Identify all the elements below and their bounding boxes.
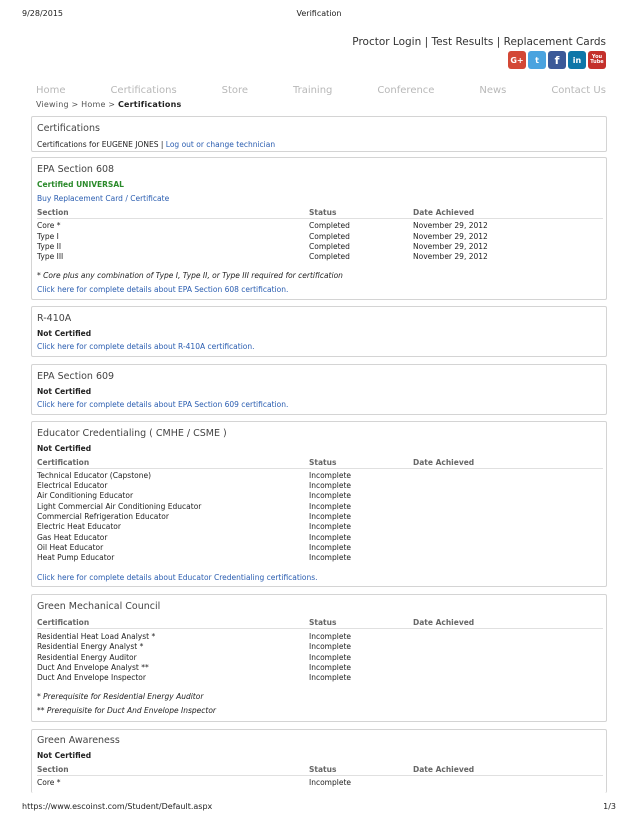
linkedin-icon[interactable]: in: [568, 51, 586, 69]
table-row: [37, 533, 603, 543]
panel-title: Educator Credentialing ( CMHE / CSME ): [37, 428, 227, 439]
table-row: [37, 673, 603, 683]
nav-conference[interactable]: Conference: [377, 85, 435, 96]
epa-609-panel: [31, 364, 607, 415]
nav-training[interactable]: Training: [292, 85, 333, 96]
test-results-link[interactable]: Test Results: [431, 36, 494, 48]
youtube-icon[interactable]: You Tube: [588, 51, 606, 69]
cell: Incomplete: [309, 663, 351, 672]
print-date: 9/28/2015: [22, 9, 64, 18]
cell: Gas Heat Educator: [37, 533, 108, 542]
gmc-panel: [31, 594, 607, 722]
cell: Commercial Refrigeration Educator: [37, 512, 169, 521]
cell: Incomplete: [309, 642, 351, 651]
cell: Air Conditioning Educator: [37, 491, 134, 500]
footnote: * Core plus any combination of Type I, Type II, or Type III required for certification: [37, 271, 343, 280]
cell: Incomplete: [309, 512, 351, 521]
educator-panel: [31, 421, 607, 587]
cell: Electric Heat Educator: [37, 522, 121, 531]
table-header: [37, 618, 603, 629]
certification-status: Not Certified: [37, 387, 92, 396]
logout-link[interactable]: Log out or change technician: [165, 140, 276, 149]
cell: Incomplete: [309, 673, 351, 682]
cell: Technical Educator (Capstone): [37, 471, 152, 480]
breadcrumb: [36, 100, 181, 109]
certifications-panel: [31, 116, 607, 152]
separator: |: [493, 36, 504, 48]
nav-home[interactable]: Home: [36, 85, 66, 96]
cell: Residential Energy Auditor: [37, 653, 137, 662]
panel-title: R-410A: [37, 313, 72, 324]
footnote: * Prerequisite for Residential Energy Auditor: [37, 692, 204, 701]
separator: |: [421, 36, 432, 48]
panel-title: EPA Section 609: [37, 371, 115, 382]
cell: November 29, 2012: [413, 232, 488, 241]
table-header: [37, 765, 603, 776]
cell: Completed: [309, 221, 350, 230]
cell: November 29, 2012: [413, 221, 488, 230]
cell: Type I: [37, 232, 59, 241]
cell: Core *: [37, 778, 61, 787]
cell: Incomplete: [309, 522, 351, 531]
table-row: [37, 642, 603, 652]
technician-text: Certifications for EUGENE JONES |: [37, 140, 166, 149]
cell: Incomplete: [309, 533, 351, 542]
table-row: [37, 522, 603, 532]
green-awareness-panel: [31, 729, 607, 793]
panel-title: EPA Section 608: [37, 164, 115, 175]
google-plus-icon[interactable]: G+: [508, 51, 526, 69]
main-nav: [36, 85, 606, 99]
nav-news[interactable]: News: [479, 85, 507, 96]
cell: Type III: [37, 252, 64, 261]
table-row: [37, 778, 603, 788]
nav-store[interactable]: Store: [221, 85, 249, 96]
cell: Incomplete: [309, 778, 351, 787]
cell: Core *: [37, 221, 61, 230]
header-status: Status: [309, 765, 337, 774]
buy-replacement-link[interactable]: Buy Replacement Card / Certificate: [37, 194, 170, 203]
print-page: 1/3: [603, 802, 616, 811]
cell: Completed: [309, 242, 350, 251]
header-certification: Certification: [37, 458, 90, 467]
cell: Incomplete: [309, 653, 351, 662]
table-row: [37, 502, 603, 512]
cell: Incomplete: [309, 543, 351, 552]
cell: Incomplete: [309, 632, 351, 641]
header-date: Date Achieved: [413, 765, 475, 774]
certification-status: Not Certified: [37, 329, 92, 338]
cell: Residential Energy Analyst *: [37, 642, 144, 651]
cell: Completed: [309, 252, 350, 261]
r410a-details-link[interactable]: Click here for complete details about R-410A certification.: [37, 342, 255, 351]
certification-status: Not Certified: [37, 751, 92, 760]
epa-609-details-link[interactable]: Click here for complete details about EPA Section 609 certification.: [37, 400, 289, 409]
cell: Completed: [309, 232, 350, 241]
technician-line: [37, 140, 275, 149]
educator-details-link[interactable]: Click here for complete details about Educator Credentialing certifications.: [37, 573, 318, 582]
epa-608-panel: [31, 157, 607, 300]
certification-status: Certified UNIVERSAL: [37, 180, 124, 189]
cell: Type II: [37, 242, 62, 251]
header-section: Section: [37, 208, 69, 217]
cell: Incomplete: [309, 471, 351, 480]
table-row: [37, 481, 603, 491]
table-row: [37, 242, 603, 252]
facebook-icon[interactable]: f: [548, 51, 566, 69]
panel-title: Green Awareness: [37, 735, 120, 746]
table-row: [37, 632, 603, 642]
nav-certifications[interactable]: Certifications: [110, 85, 177, 96]
cell: Heat Pump Educator: [37, 553, 115, 562]
print-title: Verification: [296, 9, 342, 18]
cell: Incomplete: [309, 553, 351, 562]
breadcrumb-prefix[interactable]: Viewing > Home >: [36, 100, 118, 109]
social-icons: [508, 51, 606, 69]
table-row: [37, 471, 603, 481]
cell: November 29, 2012: [413, 252, 488, 261]
table-row: [37, 491, 603, 501]
table-row: [37, 663, 603, 673]
header-date: Date Achieved: [413, 618, 475, 627]
header-date: Date Achieved: [413, 208, 475, 217]
cell: November 29, 2012: [413, 242, 488, 251]
table-row: [37, 653, 603, 663]
header-date: Date Achieved: [413, 458, 475, 467]
cell: Duct And Envelope Inspector: [37, 673, 146, 682]
panel-title: Green Mechanical Council: [37, 601, 161, 612]
cell: Light Commercial Air Conditioning Educator: [37, 502, 202, 511]
replacement-cards-link[interactable]: Replacement Cards: [503, 36, 606, 48]
header-status: Status: [309, 208, 337, 217]
proctor-login-link[interactable]: Proctor Login: [352, 36, 422, 48]
cell: Residential Heat Load Analyst *: [37, 632, 156, 641]
table-row: [37, 512, 603, 522]
header-status: Status: [309, 618, 337, 627]
footnote: ** Prerequisite for Duct And Envelope Inspector: [37, 706, 216, 715]
header-section: Section: [37, 765, 69, 774]
certification-status: Not Certified: [37, 444, 92, 453]
table-row: [37, 221, 603, 231]
table-header: [37, 458, 603, 469]
twitter-icon[interactable]: t: [528, 51, 546, 69]
r410a-panel: [31, 306, 607, 357]
table-row: [37, 553, 603, 563]
table-row: [37, 252, 603, 262]
top-links: [352, 36, 606, 48]
panel-title: Certifications: [37, 123, 100, 134]
header-certification: Certification: [37, 618, 90, 627]
cell: Duct And Envelope Analyst **: [37, 663, 149, 672]
breadcrumb-current: Certifications: [117, 100, 182, 109]
table-row: [37, 232, 603, 242]
epa-608-details-link[interactable]: Click here for complete details about EPA Section 608 certification.: [37, 285, 289, 294]
nav-contact-us[interactable]: Contact Us: [551, 85, 606, 96]
cell: Incomplete: [309, 481, 351, 490]
print-header: [0, 0, 638, 22]
table-header: [37, 208, 603, 219]
print-url: https://www.escoinst.com/Student/Default.aspx: [22, 802, 213, 811]
header-status: Status: [309, 458, 337, 467]
table-row: [37, 543, 603, 553]
cell: Incomplete: [309, 491, 351, 500]
cell: Oil Heat Educator: [37, 543, 104, 552]
cell: Incomplete: [309, 502, 351, 511]
cell: Electrical Educator: [37, 481, 108, 490]
